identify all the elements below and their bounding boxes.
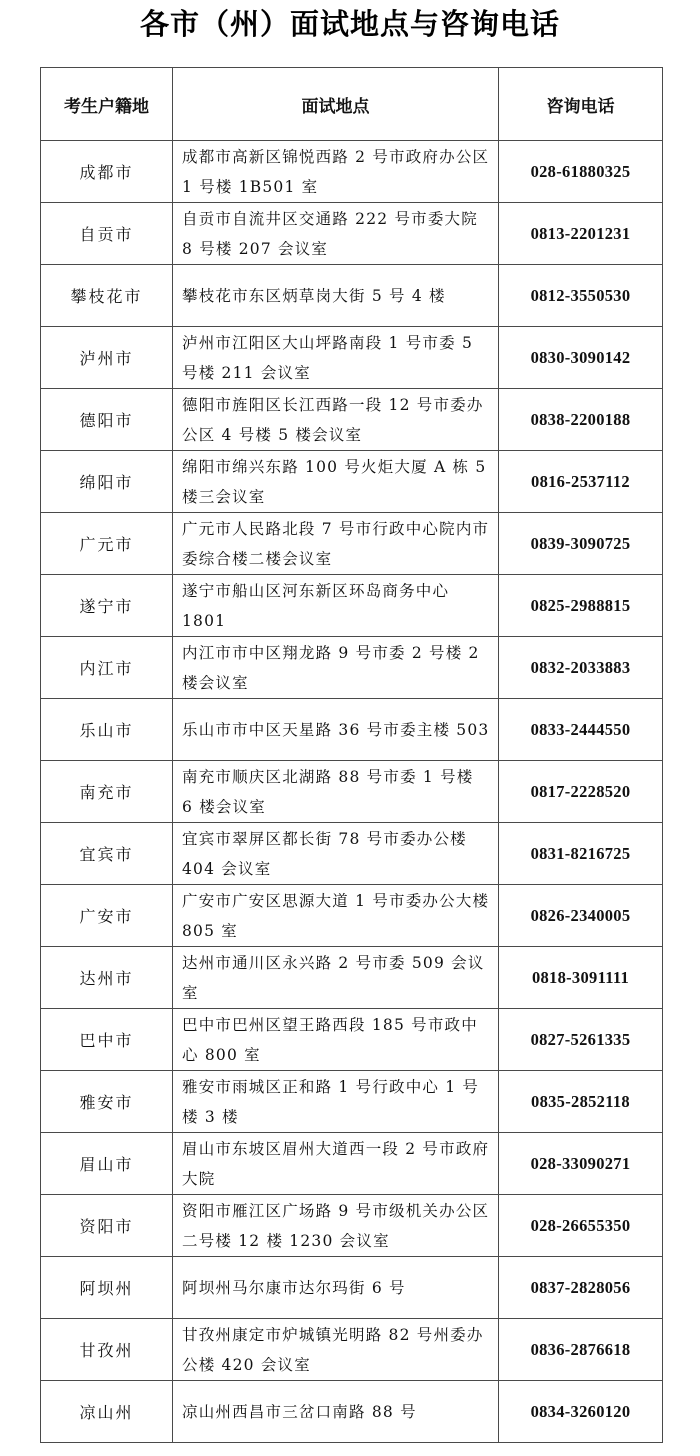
city-cell: 雅安市	[41, 1071, 173, 1133]
city-cell: 广元市	[41, 513, 173, 575]
city-cell: 凉山州	[41, 1381, 173, 1443]
table-row	[41, 1009, 663, 1071]
address-cell: 绵阳市绵兴东路 100 号火炬大厦 A 栋 5 楼三会议室	[173, 451, 499, 513]
address-cell: 达州市通川区永兴路 2 号市委 509 会议室	[173, 947, 499, 1009]
city-cell: 泸州市	[41, 327, 173, 389]
address-cell: 遂宁市船山区河东新区环岛商务中心 1801	[173, 575, 499, 637]
city-cell: 乐山市	[41, 699, 173, 761]
city-cell: 达州市	[41, 947, 173, 1009]
table-header-row	[41, 68, 663, 141]
phone-cell: 0832-2033883	[499, 637, 663, 699]
phone-cell: 028-33090271	[499, 1133, 663, 1195]
table-row	[41, 451, 663, 513]
city-cell: 成都市	[41, 141, 173, 203]
phone-cell: 0825-2988815	[499, 575, 663, 637]
city-cell: 甘孜州	[41, 1319, 173, 1381]
city-cell: 遂宁市	[41, 575, 173, 637]
table-row	[41, 575, 663, 637]
table-row	[41, 327, 663, 389]
table-row	[41, 265, 663, 327]
table-row	[41, 1195, 663, 1257]
column-header-interview-location: 面试地点	[173, 68, 499, 141]
city-cell: 眉山市	[41, 1133, 173, 1195]
table-row	[41, 1133, 663, 1195]
table-row	[41, 761, 663, 823]
phone-cell: 028-26655350	[499, 1195, 663, 1257]
address-cell: 阿坝州马尔康市达尔玛街 6 号	[173, 1257, 499, 1319]
address-cell: 宜宾市翠屏区都长街 78 号市委办公楼 404 会议室	[173, 823, 499, 885]
table-row	[41, 513, 663, 575]
address-cell: 甘孜州康定市炉城镇光明路 82 号州委办公楼 420 会议室	[173, 1319, 499, 1381]
city-cell: 南充市	[41, 761, 173, 823]
address-cell: 成都市高新区锦悦西路 2 号市政府办公区 1 号楼 1B501 室	[173, 141, 499, 203]
city-cell: 内江市	[41, 637, 173, 699]
phone-cell: 0816-2537112	[499, 451, 663, 513]
table-row	[41, 637, 663, 699]
phone-cell: 0835-2852118	[499, 1071, 663, 1133]
address-cell: 攀枝花市东区炳草岗大街 5 号 4 楼	[173, 265, 499, 327]
address-cell: 自贡市自流井区交通路 222 号市委大院 8 号楼 207 会议室	[173, 203, 499, 265]
table-row	[41, 1381, 663, 1443]
phone-cell: 028-61880325	[499, 141, 663, 203]
address-cell: 广安市广安区思源大道 1 号市委办公大楼 805 室	[173, 885, 499, 947]
address-cell: 资阳市雁江区广场路 9 号市级机关办公区二号楼 12 楼 1230 会议室	[173, 1195, 499, 1257]
interview-location-table	[40, 67, 663, 1443]
address-cell: 凉山州西昌市三岔口南路 88 号	[173, 1381, 499, 1443]
phone-cell: 0827-5261335	[499, 1009, 663, 1071]
address-cell: 德阳市旌阳区长江西路一段 12 号市委办公区 4 号楼 5 楼会议室	[173, 389, 499, 451]
table-row	[41, 389, 663, 451]
phone-cell: 0837-2828056	[499, 1257, 663, 1319]
phone-cell: 0830-3090142	[499, 327, 663, 389]
city-cell: 德阳市	[41, 389, 173, 451]
city-cell: 攀枝花市	[41, 265, 173, 327]
city-cell: 自贡市	[41, 203, 173, 265]
address-cell: 巴中市巴州区望王路西段 185 号市政中心 800 室	[173, 1009, 499, 1071]
phone-cell: 0834-3260120	[499, 1381, 663, 1443]
phone-cell: 0836-2876618	[499, 1319, 663, 1381]
address-cell: 乐山市市中区天星路 36 号市委主楼 503	[173, 699, 499, 761]
city-cell: 绵阳市	[41, 451, 173, 513]
phone-cell: 0818-3091111	[499, 947, 663, 1009]
column-header-household-city: 考生户籍地	[41, 68, 173, 141]
table-row	[41, 203, 663, 265]
city-cell: 巴中市	[41, 1009, 173, 1071]
phone-cell: 0831-8216725	[499, 823, 663, 885]
table-row	[41, 1071, 663, 1133]
table-row	[41, 823, 663, 885]
table-row	[41, 1319, 663, 1381]
table-row	[41, 947, 663, 1009]
phone-cell: 0838-2200188	[499, 389, 663, 451]
phone-cell: 0826-2340005	[499, 885, 663, 947]
table-row	[41, 885, 663, 947]
address-cell: 广元市人民路北段 7 号市行政中心院内市委综合楼二楼会议室	[173, 513, 499, 575]
address-cell: 眉山市东坡区眉州大道西一段 2 号市政府大院	[173, 1133, 499, 1195]
phone-cell: 0813-2201231	[499, 203, 663, 265]
city-cell: 宜宾市	[41, 823, 173, 885]
city-cell: 资阳市	[41, 1195, 173, 1257]
column-header-contact-phone: 咨询电话	[499, 68, 663, 141]
address-cell: 泸州市江阳区大山坪路南段 1 号市委 5 号楼 211 会议室	[173, 327, 499, 389]
phone-cell: 0812-3550530	[499, 265, 663, 327]
address-cell: 内江市市中区翔龙路 9 号市委 2 号楼 2 楼会议室	[173, 637, 499, 699]
city-cell: 阿坝州	[41, 1257, 173, 1319]
table-row	[41, 1257, 663, 1319]
phone-cell: 0817-2228520	[499, 761, 663, 823]
address-cell: 雅安市雨城区正和路 1 号行政中心 1 号楼 3 楼	[173, 1071, 499, 1133]
page-title: 各市（州）面试地点与咨询电话	[139, 7, 560, 41]
phone-cell: 0833-2444550	[499, 699, 663, 761]
city-cell: 广安市	[41, 885, 173, 947]
table-row	[41, 699, 663, 761]
address-cell: 南充市顺庆区北湖路 88 号市委 1 号楼 6 楼会议室	[173, 761, 499, 823]
table-row	[41, 141, 663, 203]
phone-cell: 0839-3090725	[499, 513, 663, 575]
